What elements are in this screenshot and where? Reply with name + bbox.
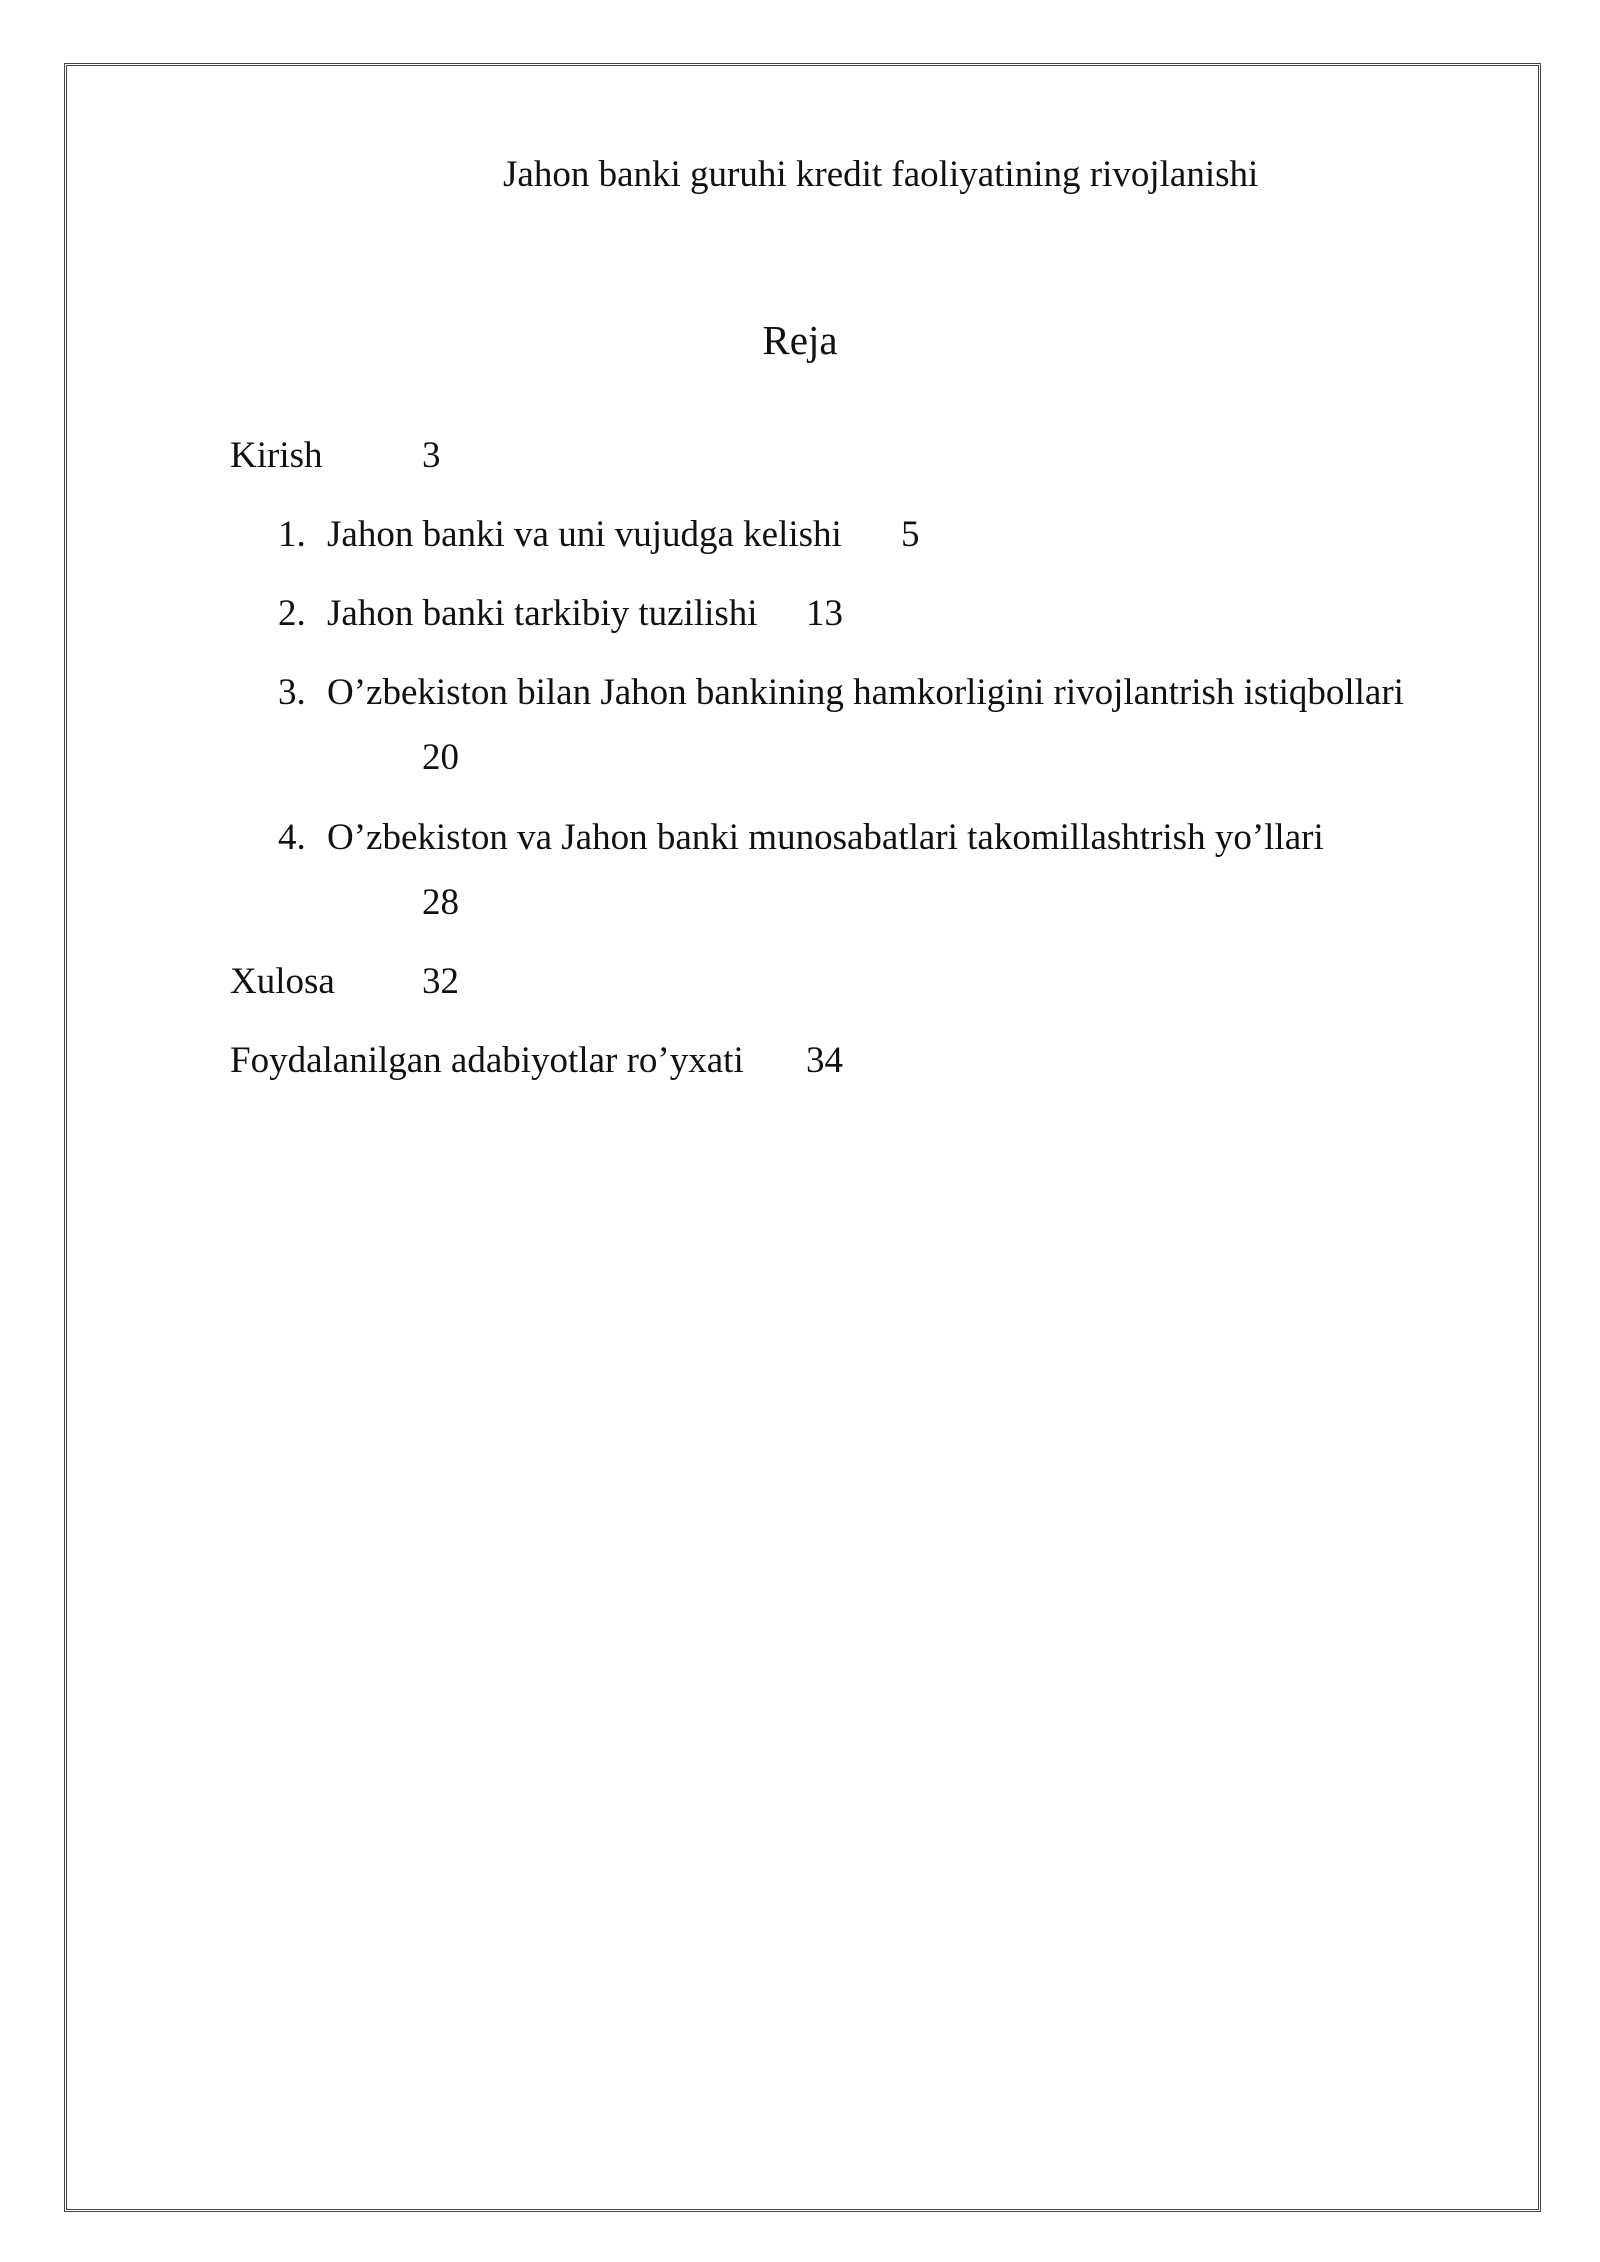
toc-item-4-number: 4. (278, 817, 306, 858)
toc-intro-page: 3 (422, 435, 441, 476)
toc-item-1-number: 1. (278, 514, 306, 555)
toc-item-4-page: 28 (422, 882, 459, 923)
toc-item-3-label: O’zbekiston bilan Jahon bankining hamkorligini rivojlantrish istiqbollari (327, 672, 1404, 713)
toc-references-label: Foydalanilgan adabiyotlar ro’yxati (230, 1040, 744, 1081)
toc-item-1-label: Jahon banki va uni vujudga kelishi (327, 514, 842, 555)
toc-conclusion-label: Xulosa (230, 961, 335, 1002)
page-border (64, 63, 1541, 2212)
plan-heading: Reja (762, 317, 838, 363)
toc-conclusion-page: 32 (422, 961, 459, 1002)
toc-item-2-page: 13 (806, 593, 843, 634)
toc-item-2-label: Jahon banki tarkibiy tuzilishi (327, 593, 758, 634)
toc-item-4-label: O’zbekiston va Jahon banki munosabatlari takomillashtrish yo’llari (327, 817, 1324, 858)
toc-item-1-page: 5 (901, 514, 920, 555)
toc-item-2-number: 2. (278, 593, 306, 634)
toc-item-3-number: 3. (278, 672, 306, 713)
toc-item-3-page: 20 (422, 737, 459, 778)
toc-intro-label: Kirish (230, 435, 323, 476)
toc-references-page: 34 (806, 1040, 843, 1081)
document-title: Jahon banki guruhi kredit faoliyatining rivojlanishi (503, 154, 1259, 195)
